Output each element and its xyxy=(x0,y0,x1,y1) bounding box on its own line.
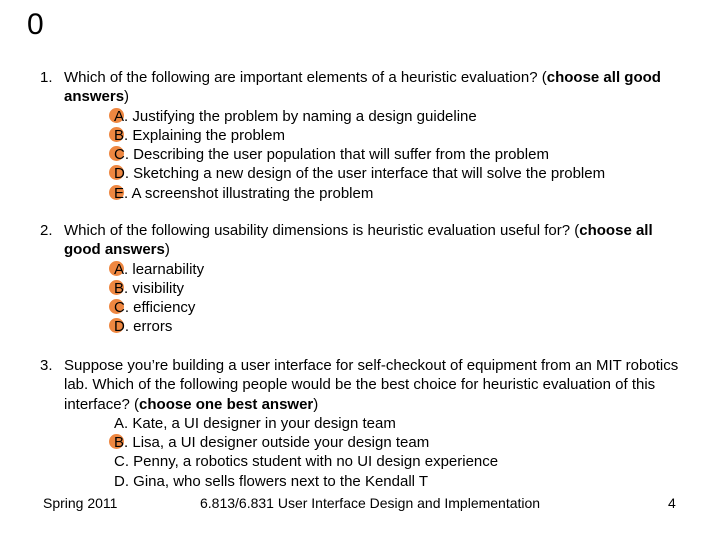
question-instruction: choose all good answers xyxy=(64,69,661,106)
footer-term: Spring 2011 xyxy=(43,495,118,511)
option-letter: C. xyxy=(114,299,129,317)
slide-number: 0 xyxy=(27,8,44,41)
option-text: Describing the user population that will suffer from the problem xyxy=(133,146,549,164)
option-letter: B. xyxy=(114,126,129,144)
option-letter: C. xyxy=(114,146,129,164)
answer-option[interactable] xyxy=(114,145,690,164)
footer-course-title: 6.813/6.831 User Interface Design and Implementation xyxy=(200,495,541,511)
answer-options xyxy=(114,107,690,203)
answer-option[interactable] xyxy=(114,433,690,452)
answer-option[interactable] xyxy=(114,126,690,145)
answer-option[interactable] xyxy=(114,452,690,471)
answer-option[interactable] xyxy=(114,472,690,491)
option-letter: C. xyxy=(114,453,129,471)
option-text: efficiency xyxy=(133,299,196,317)
option-text: Kate, a UI designer in your design team xyxy=(132,414,396,432)
option-text: visibility xyxy=(132,279,185,297)
option-text: Explaining the problem xyxy=(132,126,285,144)
option-letter: A. xyxy=(114,107,129,125)
option-letter: D. xyxy=(114,318,129,336)
answer-option[interactable] xyxy=(114,298,690,317)
answer-option[interactable] xyxy=(114,317,690,336)
option-letter: D. xyxy=(114,165,129,183)
option-text: Justifying the problem by naming a design guideline xyxy=(132,107,477,125)
question-number: 2. xyxy=(40,222,53,239)
question-number: 3. xyxy=(40,357,53,374)
option-letter: D. xyxy=(114,472,129,490)
question-instruction: choose all good answers xyxy=(64,222,653,259)
question-3 xyxy=(40,356,690,491)
question-text: Which of the following are important elements of a heuristic evaluation? (choose all good answers) xyxy=(64,69,661,106)
option-text: Gina, who sells flowers next to the Kendall T xyxy=(133,472,429,490)
option-text: Lisa, a UI designer outside your design team xyxy=(132,434,430,452)
option-text: Penny, a robotics student with no UI design experience xyxy=(133,453,499,471)
option-text: learnability xyxy=(132,260,205,278)
option-text: errors xyxy=(133,318,173,336)
option-text: A screenshot illustrating the problem xyxy=(131,184,374,202)
answer-options xyxy=(114,414,690,491)
answer-option[interactable] xyxy=(114,107,690,126)
question-1 xyxy=(40,68,690,203)
answer-option[interactable] xyxy=(114,184,690,203)
option-text: Sketching a new design of the user interface that will solve the problem xyxy=(133,165,606,183)
option-letter: E. xyxy=(114,184,129,202)
answer-option[interactable] xyxy=(114,279,690,298)
page-number: 4 xyxy=(668,495,676,511)
option-letter: A. xyxy=(114,260,129,278)
option-letter: B. xyxy=(114,434,129,452)
answer-option[interactable] xyxy=(114,414,690,433)
option-letter: A. xyxy=(114,414,129,432)
question-2 xyxy=(40,221,690,337)
question-text: Which of the following usability dimensions is heuristic evaluation useful for? (choose all good answers) xyxy=(64,222,653,259)
answer-options xyxy=(114,260,690,337)
question-instruction: choose one best answer xyxy=(139,395,314,413)
question-number: 1. xyxy=(40,69,53,86)
answer-option[interactable] xyxy=(114,260,690,279)
answer-option[interactable] xyxy=(114,164,690,183)
option-letter: B. xyxy=(114,279,129,297)
question-text: Suppose you’re building a user interface for self-checkout of equipment from an MIT robotics lab. Which of the following people would be the best choice for heuristic evaluation of this interface? (choose one best answer) xyxy=(64,357,679,413)
